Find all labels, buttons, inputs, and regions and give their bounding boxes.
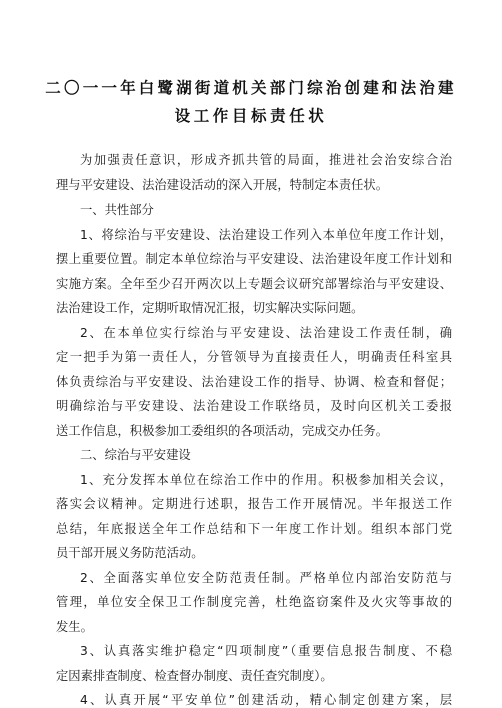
intro-line: 为加强责任意识，形成齐抓共管的局面，推进社会治安综合治	[80, 153, 452, 167]
paragraph-line: 明确综治与平安建设、法治建设工作联络员，及时向区机关工委报	[56, 399, 452, 413]
section-heading: 一、共性部分	[80, 203, 154, 217]
paragraph-line: 员干部开展义务防范活动。	[56, 546, 204, 560]
paragraph-line: 摆上重要位置。制定本单位综治与平安建设、法治建设年度工作计划和	[56, 252, 452, 266]
paragraph-line: 4、认真开展“平安单位”创建活动，精心制定创建方案，层	[80, 693, 452, 707]
paragraph-line: 管理，单位安全保卫工作制度完善，杜绝盗窃案件及火灾等事故的	[56, 595, 452, 609]
document-title-line-1: 二〇一一年白鹭湖街道机关部门综治创建和法治建	[45, 79, 457, 97]
paragraph-line: 定一把手为第一责任人，分管领导为直接责任人，明确责任科室具	[56, 350, 452, 364]
paragraph-line: 体负责综治与平安建设、法治建设工作的指导、协调、检查和督促；	[56, 375, 452, 389]
intro-line: 理与平安建设、法治建设活动的深入开展，特制定本责任状。	[56, 178, 389, 192]
section-heading: 二、综治与平安建设	[80, 448, 191, 462]
paragraph-line: 定因素排查制度、检查督办制度、责任查究制度）。	[56, 669, 333, 683]
document-title-line-2: 设工作目标责任状	[174, 107, 328, 125]
paragraph-line: 1、充分发挥本单位在综治工作中的作用。积极参加相关会议，	[80, 473, 452, 487]
paragraph-line: 法治建设工作，定期听取情况汇报，切实解决实际问题。	[56, 301, 364, 315]
paragraph-line: 落实会议精神。定期进行述职，报告工作开展情况。半年报送工作	[56, 497, 452, 511]
paragraph-line: 1、将综治与平安建设、法治建设工作列入本单位年度工作计划，	[80, 228, 452, 242]
paragraph-line: 3、认真落实维护稳定“四项制度”（重要信息报告制度、不稳	[80, 644, 452, 658]
paragraph-line: 2、全面落实单位安全防范责任制。严格单位内部治安防范与	[80, 571, 452, 585]
paragraph-line: 送工作信息，积极参加工委组织的各项活动，完成交办任务。	[56, 424, 389, 438]
paragraph-line: 发生。	[56, 620, 93, 634]
paragraph-line: 2、在本单位实行综治与平安建设、法治建设工作责任制，确	[80, 326, 452, 340]
paragraph-line: 总结，年底报送全年工作总结和下一年度工作计划。组织本部门党	[56, 522, 452, 536]
paragraph-line: 实施方案。全年至少召开两次以上专题会议研究部署综治与平安建设、	[56, 277, 452, 291]
